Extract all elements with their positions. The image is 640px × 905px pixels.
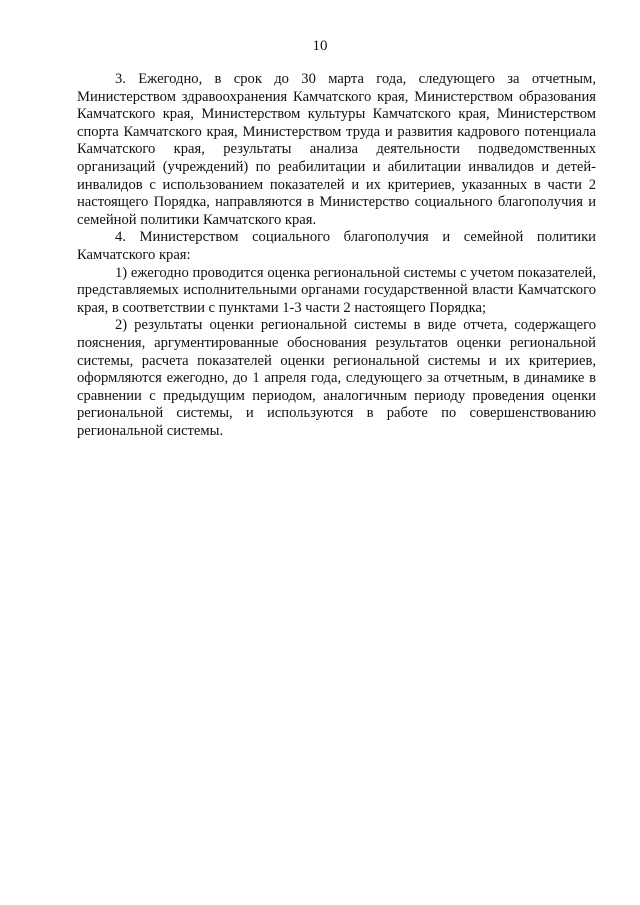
document-body	[77, 71, 596, 440]
page-number: 10	[312, 38, 328, 54]
paragraph-clause-3: 3. Ежегодно, в срок до 30 марта года, следующего за отчетным, Министерством здравоохранения Камчатского края, Министерством образования Камчатского края, Министерством культуры Камчатского края, Министерством спорта Камчатского края, Министерством труда и развития кадрового потенциала Камчатского края, результаты анализа деятельности подведомственных организаций (учреждений) по реабилитации и абилитации инвалидов и детей-инвалидов с использованием показателей и их критериев, указанных в части 2 настоящего Порядка, направляются в Министерство социального благополучия и семейной политики Камчатского края.	[77, 71, 596, 228]
paragraph-subclause-1: 1) ежегодно проводится оценка региональной системы с учетом показателей, представляемых исполнительными органами государственной власти Камчатского края, в соответствии с пунктами 1-3 части 2 настоящего Порядка;	[77, 264, 596, 316]
paragraph-subclause-2: 2) результаты оценки региональной системы в виде отчета, содержащего пояснения, аргументированные обоснования результатов оценки региональной системы, расчета показателей оценки региональной системы и их критериев, оформляются ежегодно, до 1 апреля года, следующего за отчетным, в динамике в сравнении с предыдущим периодом, аналогичным периоду проведения оценки региональной системы, и используются в работе по совершенствованию региональной системы.	[77, 317, 596, 439]
paragraph-clause-4: 4. Министерством социального благополучия и семейной политики Камчатского края:	[77, 229, 596, 263]
